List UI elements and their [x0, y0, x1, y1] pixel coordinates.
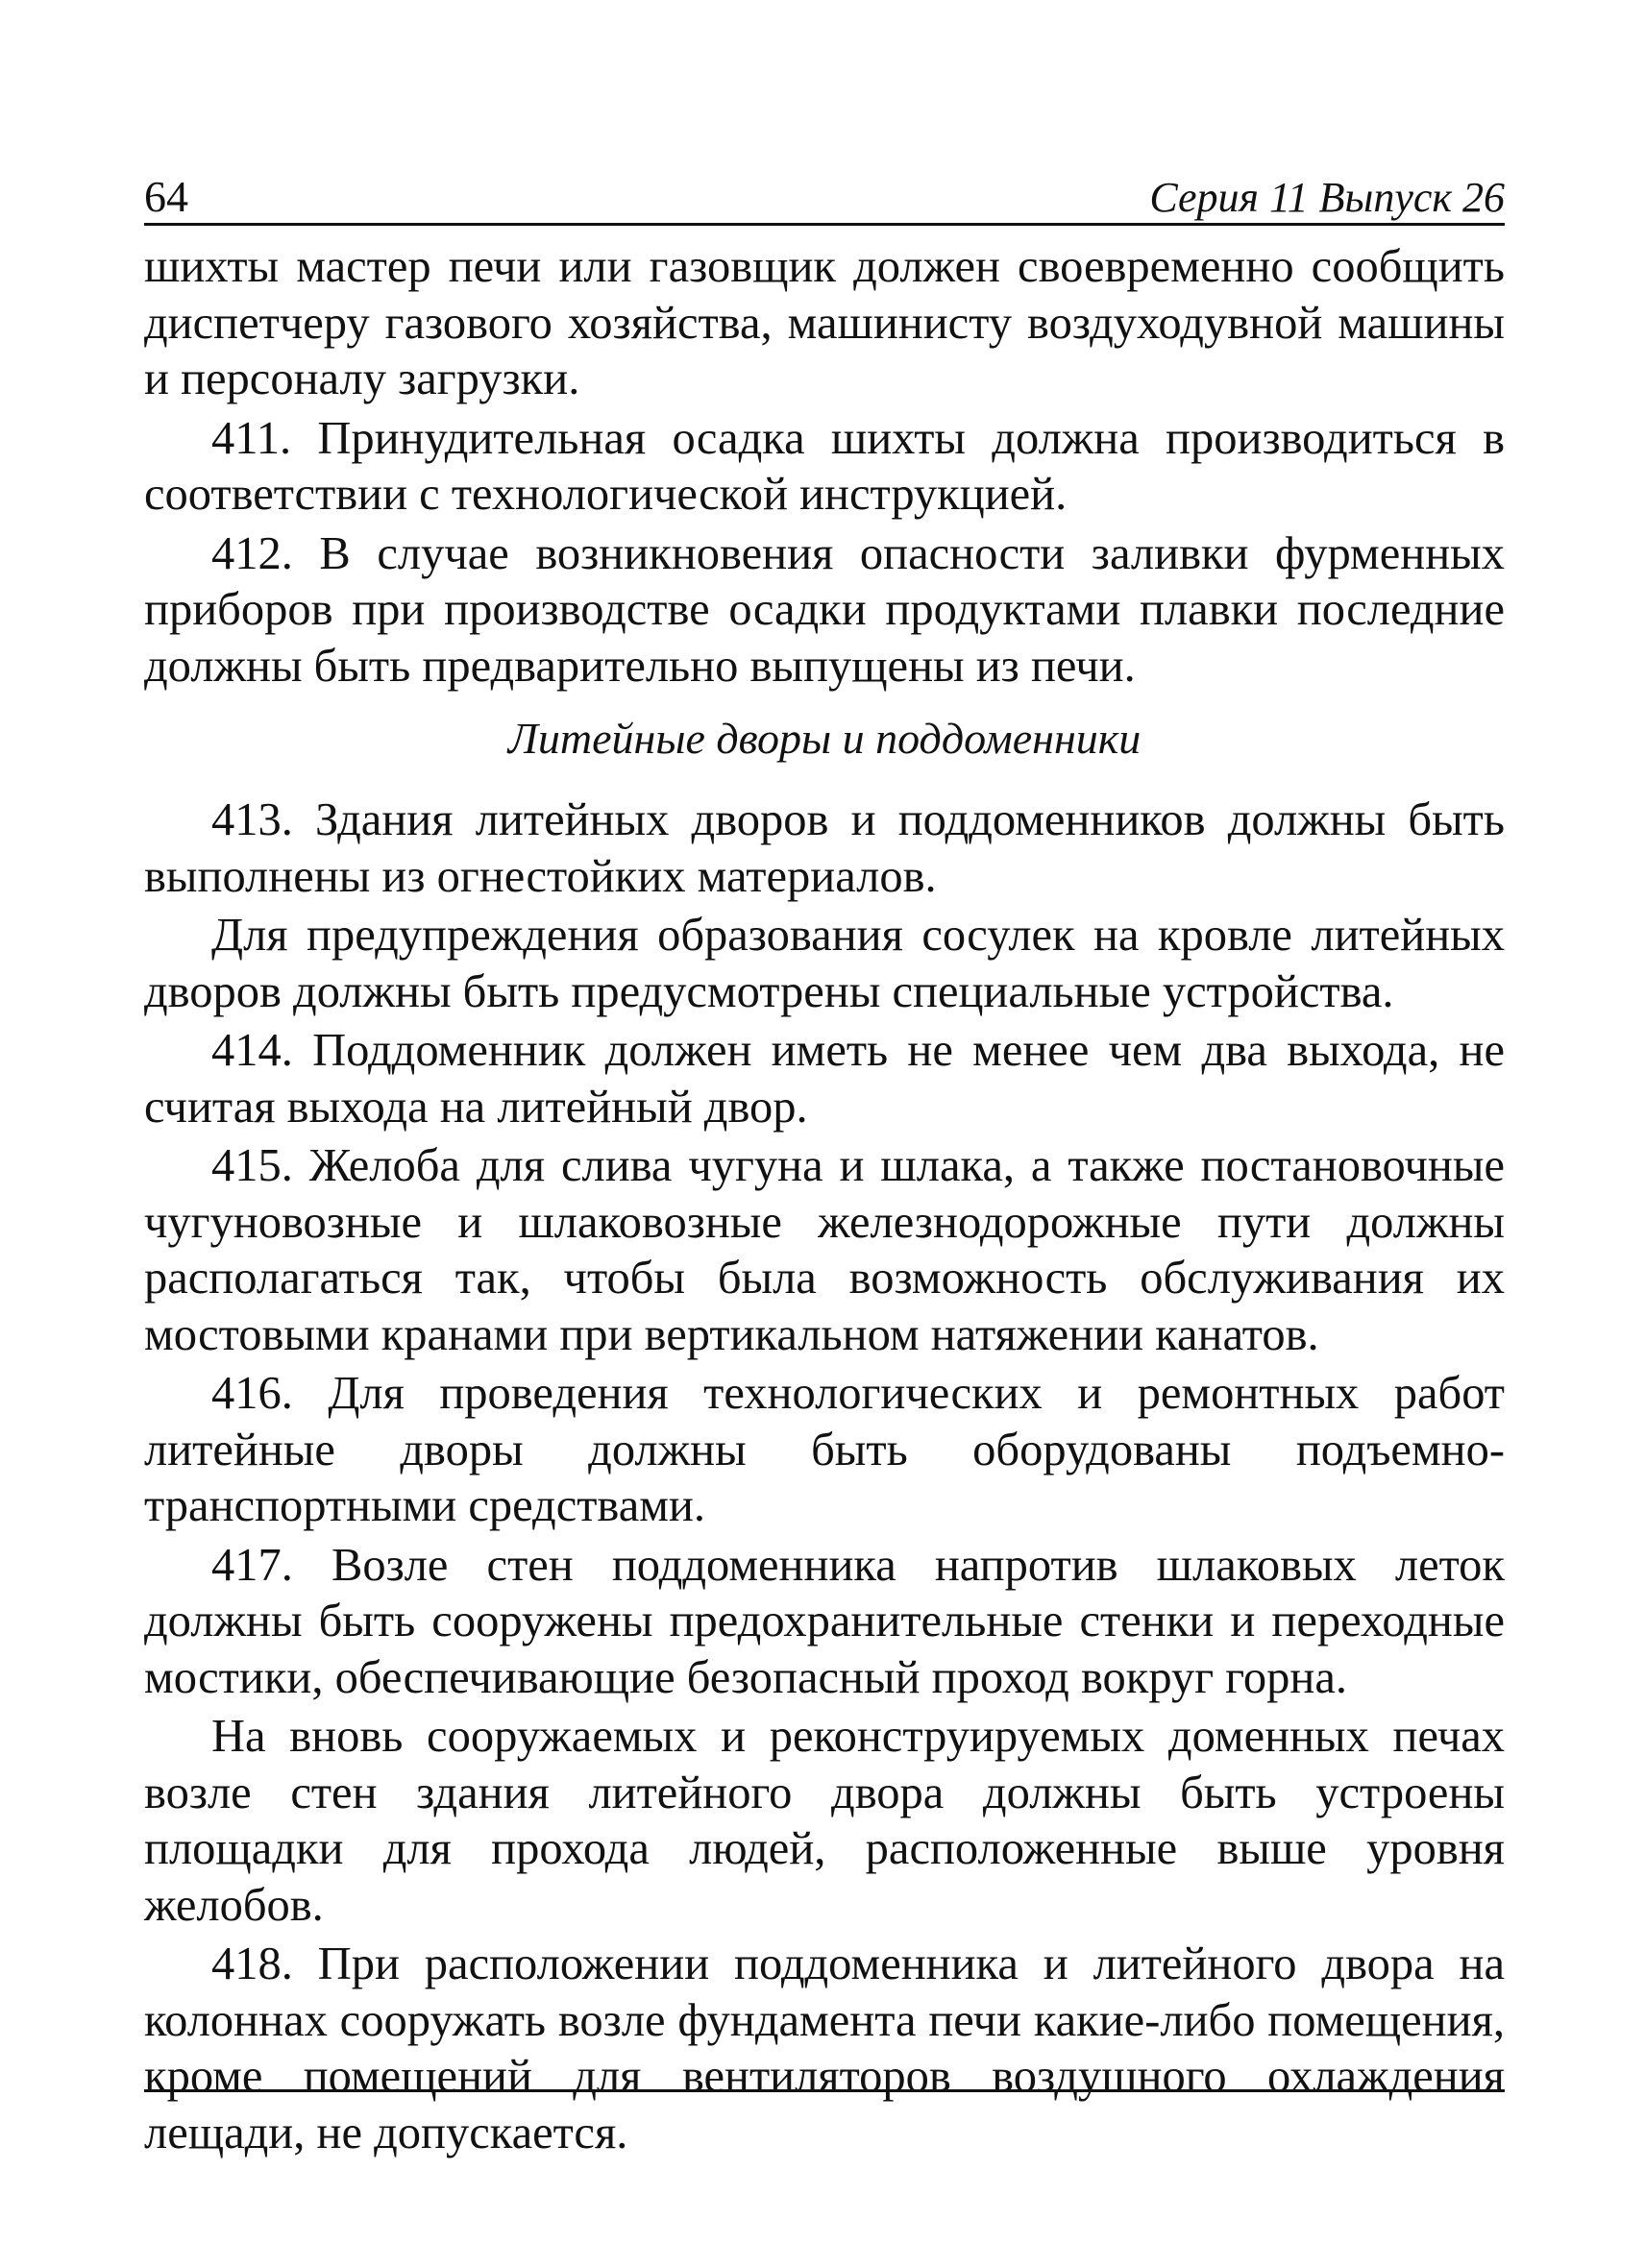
- paragraph-417: 417. Возле стен поддоменника напротив шлаковых леток должны быть сооружены предохранительные стенки и переходные мостики, обеспечивающие безопасный проход вокруг горна.: [144, 1539, 1505, 1703]
- section-heading: Литейные дворы и поддоменники: [507, 714, 1142, 763]
- footer-divider: [144, 2089, 1505, 2092]
- paragraph-415: 415. Желоба для слива чугуна и шлака, а также постановочные чугуновозные и шлаковозные железнодорожные пути должны располагаться так, чтобы была возможность обслуживания их мостовыми кранами при вертикальном натяжении канатов.: [144, 1140, 1505, 1360]
- paragraph-414: 414. Поддоменник должен иметь не менее чем два выхода, не считая выхода на литейный двор.: [144, 1025, 1505, 1133]
- paragraph-418: 418. При расположении поддоменника и литейного двора на колоннах сооружать возле фундамента печи какие-либо помещения, кроме помещений для вентиляторов воздушного охлаждения лещади, не допускается.: [144, 1939, 1505, 2158]
- paragraph-412: 412. В случае возникновения опасности заливки фурменных приборов при производстве осадки продуктами плавки последние должны быть предварительно выпущены из печи.: [144, 527, 1505, 692]
- page-number: 64: [144, 172, 188, 221]
- paragraph-413: 413. Здания литейных дворов и поддоменников должны быть выполнены из огнестойких материалов.: [144, 794, 1505, 902]
- paragraph-413-icicles: Для предупреждения образования сосулек на кровле литейных дворов должны быть предусмотрены специальные устройства.: [144, 910, 1505, 1017]
- paragraph-416: 416. Для проведения технологических и ремонтных работ литейные дворы должны быть оборудованы подъемно-транспортными средствами.: [144, 1368, 1505, 1531]
- paragraph-continuation: шихты мастер печи или газовщик должен своевременно сообщить диспетчеру газового хозяйства, машинисту воздуходувной машины и персоналу загрузки.: [144, 241, 1505, 404]
- paragraph-417-platforms: На вновь сооружаемых и реконструируемых доменных печах возле стен здания литейного двора должны быть устроены площадки для прохода людей, расположенные выше уровня желобов.: [144, 1711, 1505, 1931]
- document-body: [144, 239, 1505, 2161]
- running-title: Серия 11 Выпуск 26: [1149, 174, 1505, 221]
- paragraph-411: 411. Принудительная осадка шихты должна производиться в соответствии с технологической инструкцией.: [144, 412, 1505, 520]
- page-header: [144, 163, 1505, 226]
- document-page: [144, 163, 1505, 2158]
